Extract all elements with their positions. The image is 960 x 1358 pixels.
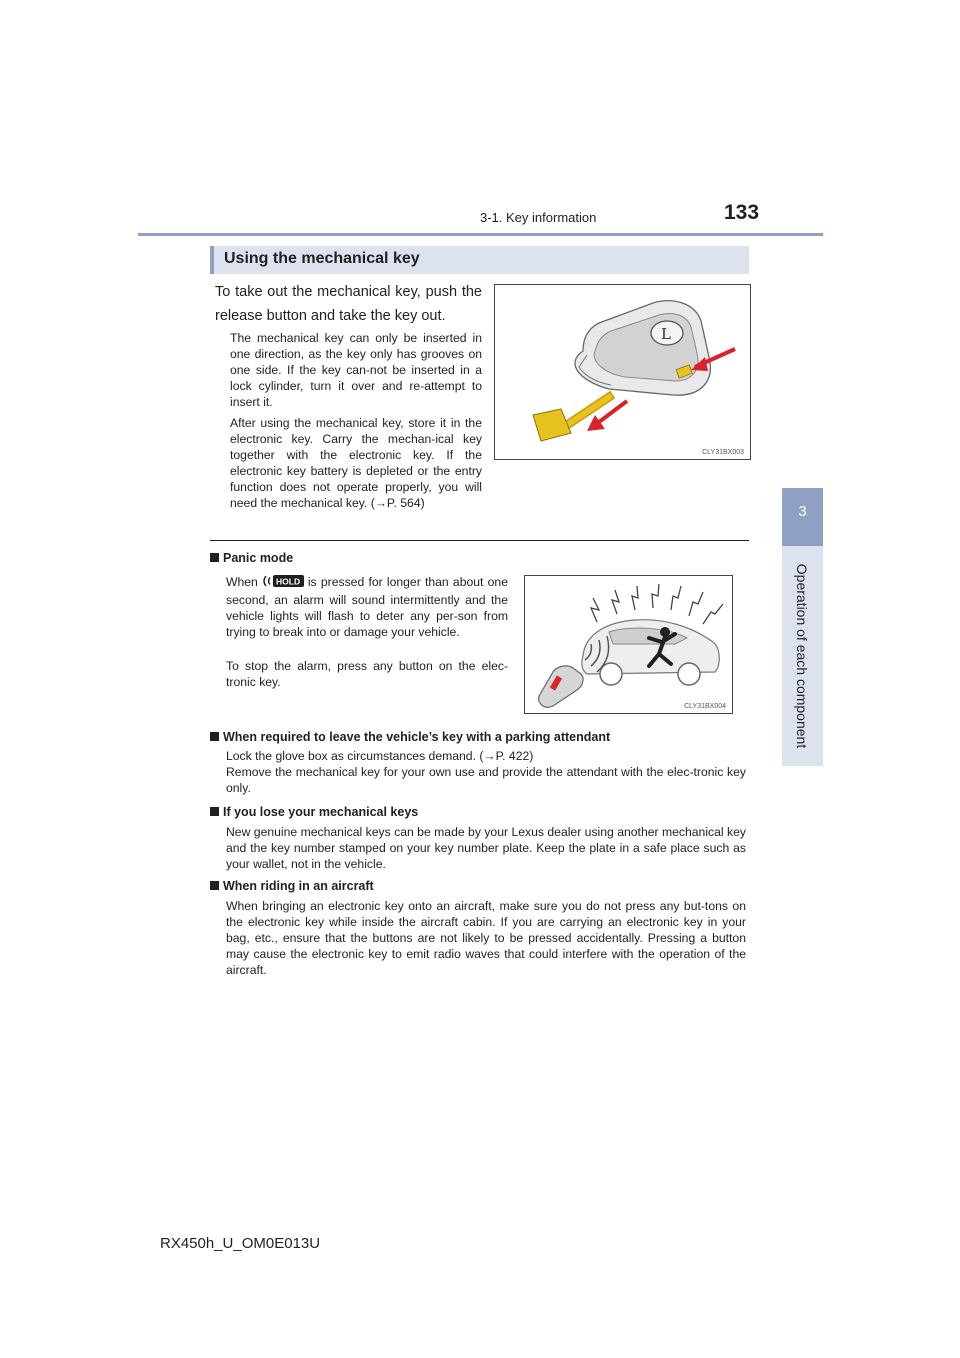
page-number: 133 [724, 201, 760, 224]
svg-text:L: L [661, 325, 671, 343]
section-header: 3-1. Key information [480, 210, 597, 225]
figure-label: CLY31BX004 [684, 703, 726, 710]
aircraft-text: When bringing an electronic key onto an aircraft, make sure you do not press any but-tons on the electronic key while inside the aircraft cabin. If you are carrying an electronic key in your bag, etc., ensure that the buttons are not likely to be pressed accidentally. Pressing a button may cause the electronic key to emit radio waves that could interfere with the operation of the aircraft. [226, 899, 746, 977]
model-code: RX450h_U_OM0E013U [160, 1235, 321, 1252]
square-bullet-icon [210, 807, 219, 816]
section-title-box [210, 246, 749, 274]
svg-text:HOLD: HOLD [275, 576, 300, 587]
lose-keys-text: New genuine mechanical keys can be made by your Lexus dealer using another mechanical key and the key number stamped on your key number plate. Keep the plate in a safe place such as your wallet, not in the vehicle. [226, 825, 746, 871]
aircraft-heading: When riding in an aircraft [210, 879, 374, 893]
header-rule [138, 233, 823, 236]
panic-button-icon [261, 574, 305, 592]
square-bullet-icon [210, 553, 219, 562]
mechanical-key-note-2: After using the mechanical key, store it in the electronic key. Carry the mechan-ical key together with the electronic key. If the electronic key battery is depleted or the entry function does not operate properly, you will need the mechanical key. (→P. 564) [230, 416, 482, 510]
parking-attendant-line-2: Remove the mechanical key for your own use and provide the attendant with the elec-tronic key only. [226, 765, 746, 795]
panic-mode-stop-text: To stop the alarm, press any button on the elec-tronic key. [226, 659, 508, 689]
square-bullet-icon [210, 732, 219, 741]
mechanical-key-intro: To take out the mechanical key, push the release button and take the key out. [215, 284, 482, 324]
chapter-number: 3 [798, 503, 807, 520]
panic-mode-text: When HOLD is pressed for longer than about one second, an alarm will sound intermittently and the vehicle lights will flash to deter any per-son from trying to break into or damage your vehicle. [226, 575, 508, 639]
panic-mode-figure [524, 575, 733, 714]
section-title-bar [210, 246, 214, 274]
parking-attendant-heading: When required to leave the vehicle’s key with a parking attendant [210, 730, 610, 744]
chapter-title: Operation of each component [794, 563, 810, 749]
square-bullet-icon [210, 881, 219, 890]
parking-attendant-line-1: Lock the glove box as circumstances demand. (→P. 422) [226, 749, 534, 763]
figure-label: CLY31BX003 [702, 449, 744, 456]
panic-mode-heading: Panic mode [210, 551, 293, 565]
lose-keys-heading: If you lose your mechanical keys [210, 805, 418, 819]
panic-car-illustration [525, 576, 732, 713]
electronic-key-illustration [495, 285, 750, 459]
section-title: Using the mechanical key [224, 250, 420, 267]
mechanical-key-note-1: The mechanical key can only be inserted in one direction, as the key only has grooves on one side. If the key can-not be inserted in a lock cylinder, turn it over and re-attempt to insert it. [230, 331, 482, 409]
section-divider [210, 540, 749, 541]
mechanical-key-figure [494, 284, 751, 460]
